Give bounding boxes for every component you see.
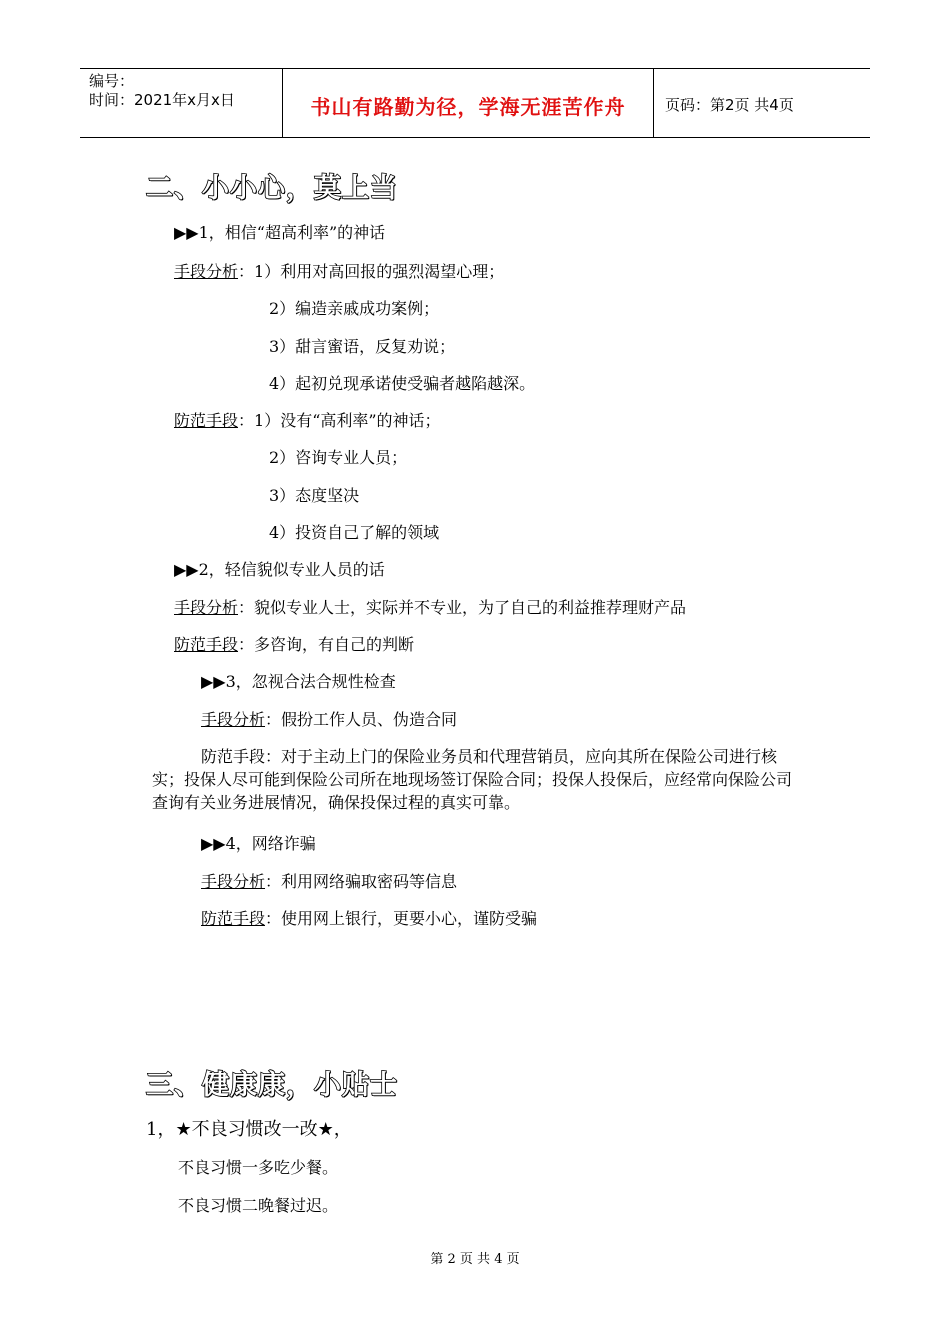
date-label: 时间：2021年x月x日 [89,91,235,109]
section-2-title: 二、小小心，莫上当 [146,173,398,204]
tip-1-title: ★不良习惯改一改★， [175,1119,352,1140]
item-4-analysis [201,872,457,892]
prevent-text: ：使用网上银行，更要小心，谨防受骗 [265,909,538,928]
item-2-analysis [174,598,686,618]
tip-1-heading [146,1120,352,1140]
item-1-analysis-line: 4）起初兑现承诺使受骗者越陷越深。 [269,374,536,393]
item-1-analysis-line: 3）甜言蜜语，反复劝说； [269,337,456,356]
prevent-label: 防范手段 [174,411,239,430]
analysis-text: ：利用网络骗取密码等信息 [265,872,458,891]
item-4-title: ▶▶4，网络诈骗 [201,834,316,853]
analysis-text: ：貌似专业人士，实际并不专业，为了自己的利益推荐理财产品 [238,598,687,617]
item-1-prevent-line: 4）投资自己了解的领域 [269,523,440,542]
item-2-title: ▶▶2，轻信貌似专业人员的话 [174,560,385,579]
item-1-analysis [174,262,504,282]
item-1-title: ▶▶1，相信“超高利率”的神话 [174,223,386,242]
analysis-label: 手段分析 [174,262,239,281]
item-1-prevent-line: 3）态度坚决 [269,486,360,505]
item-2-prevent [174,635,414,655]
item-1-prevent [174,411,441,431]
item-3-prevent-paragraph: 防范手段：对于主动上门的保险业务员和代理营销员，应向其所在保险公司进行核实；投保人尽可能到保险公司所在地现场签订保险合同；投保人投保后，应经常向保险公司查询有关业务进展情况，确保投保过程的真实可靠。 [152,747,793,812]
analysis-text: ：1）利用对高回报的强烈渴望心理； [238,262,505,281]
section-3-title: 三、健康康，小贴士 [146,1070,398,1101]
item-3-analysis [201,710,457,730]
header-motto-cell [283,69,654,137]
analysis-label: 手段分析 [201,872,266,891]
item-1-analysis-line: 2）编造亲戚成功案例； [269,299,440,318]
header-meta-cell [80,69,283,137]
prevent-label: 防范手段 [174,635,239,654]
analysis-label: 手段分析 [174,598,239,617]
page-footer: 第 2 页 共 4 页 [430,1252,520,1267]
analysis-text: ：假扮工作人员、伪造合同 [265,710,458,729]
tip-line: 不良习惯一多吃少餐。 [178,1158,339,1177]
motto: 书山有路勤为径，学海无涯苦作舟 [310,95,626,119]
item-1-prevent-line: 2）咨询专业人员； [269,448,408,467]
analysis-label: 手段分析 [201,710,266,729]
number-label: 编号： [89,72,135,90]
item-4-prevent [201,909,537,929]
header-page-cell [655,69,870,137]
prevent-text: ：1）没有“高利率”的神话； [238,411,441,430]
page-label: 页码：第2页 共4页 [665,96,794,114]
prevent-text: ：多咨询，有自己的判断 [238,635,415,654]
prevent-label: 防范手段 [201,909,266,928]
tip-1-prefix: 1， [146,1119,176,1140]
item-3-title: ▶▶3，忽视合法合规性检查 [201,672,396,691]
document-header [80,68,870,138]
tip-line: 不良习惯二晚餐过迟。 [178,1196,339,1215]
